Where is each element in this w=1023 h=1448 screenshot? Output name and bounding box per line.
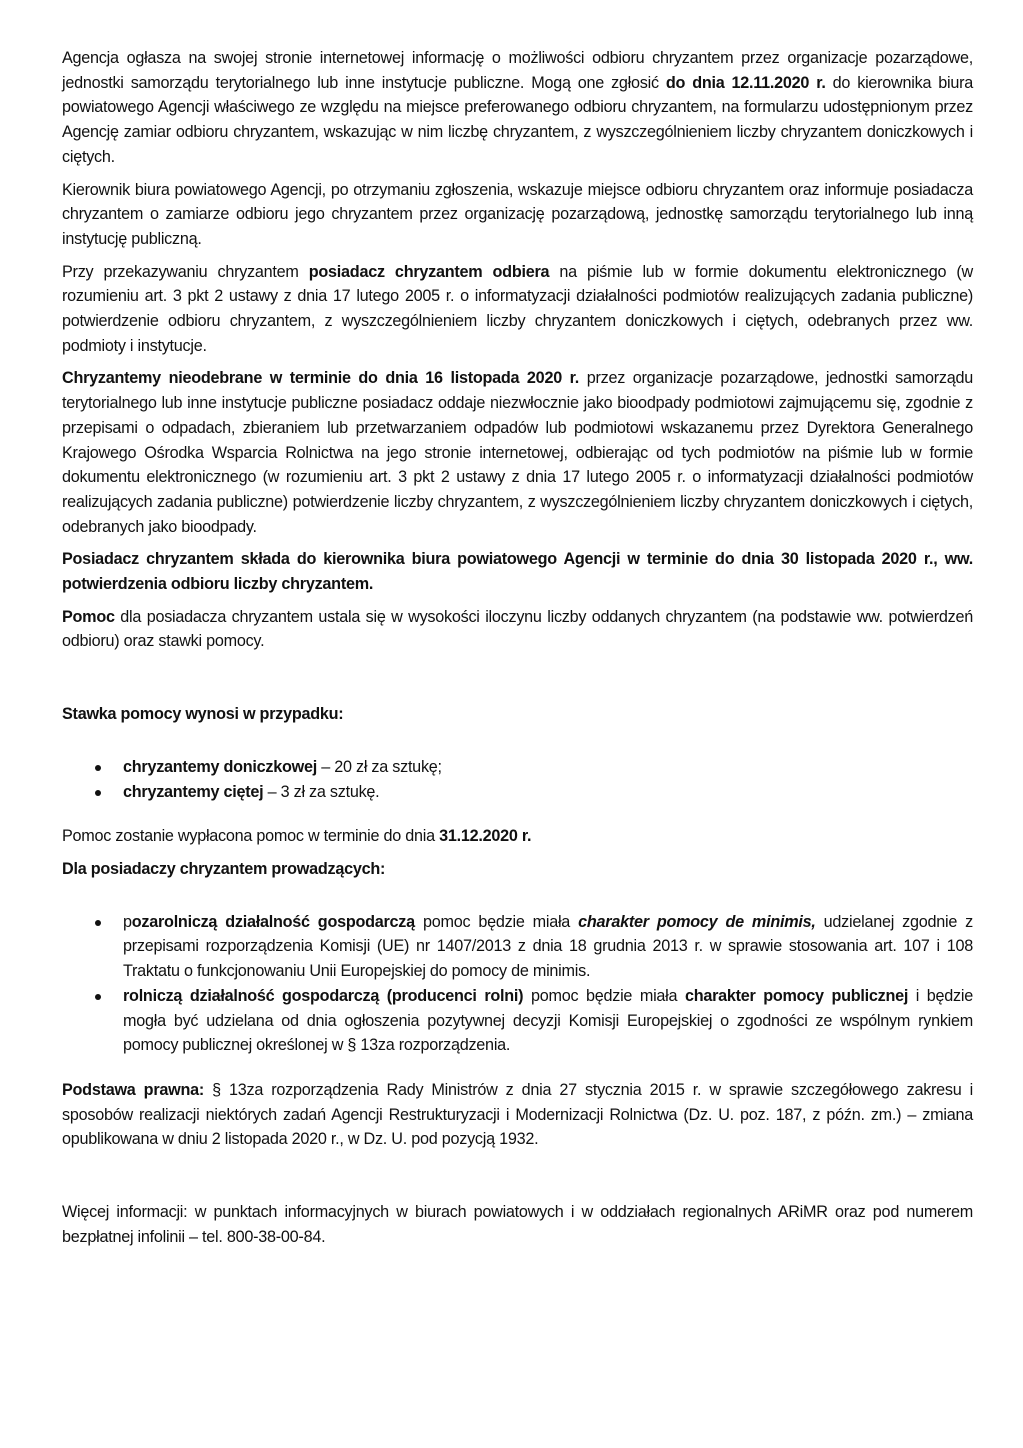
rates-list [62,755,973,804]
text: Przy przekazywaniu chryzantem [62,262,309,281]
payment-date: 31.12.2020 r. [439,827,532,846]
owner-item-non-agricultural [62,910,973,984]
owners-list [62,910,973,1058]
deadline-date: do dnia 12.11.2020 r. [665,73,826,92]
paragraph-handover [62,260,973,359]
legal-label: Podstawa prawna: [62,1080,204,1099]
emphasis-italic: charakter pomocy de minimis, [578,912,816,931]
emphasis: rolniczą działalność gospodarczą (producenci rolni) [123,986,524,1005]
paragraph-legal-basis [62,1078,973,1152]
rate-label: chryzantemy doniczkowej [123,757,317,776]
paragraph-office-manager: Kierownik biura powiatowego Agencji, po otrzymaniu zgłoszenia, wskazuje miejsce odbioru chryzantem oraz informuje posiadacza chryzantem o zamiarze odbioru jego chryzantem przez organizację pozarządową, jednostkę samorządu terytorialnego lub inną instytucję publiczną. [62,180,973,248]
rate-label: chryzantemy ciętej [123,782,264,801]
spacer [62,662,973,702]
paragraph-submission [62,547,973,596]
text: Agencja ogłasza na swojej stronie internetowej informację o możliwości odbioru chryzantem przez organizacje pozarządowe, jednostki samorządu terytorialnego lub inne instytucje publiczne. Mogą one zgłosić [62,49,973,92]
spacer [62,890,973,910]
submission-deadline: Posiadacz chryzantem składa do kierownika biura powiatowego Agencji w terminie do dnia 30 listopada 2020 r., ww. potwierdzenia odbioru liczby chryzantem. [62,550,973,594]
owners-heading [62,857,973,882]
rate-value: – 3 zł za sztukę. [263,782,380,801]
bullet-icon [95,920,101,926]
rate-item-cut [62,780,973,805]
heading: Dla posiadaczy chryzantem prowadzących: [62,859,386,878]
paragraph-uncollected [62,366,973,539]
spacer [62,1160,973,1200]
paragraph-announcement [62,46,973,170]
text: udzielanej zgodnie z przepisami rozporządzenia Komisji (UE) nr 1407/2013 z dnia 18 grudnia 2013 r. w sprawie stosowania art. 107 i 108 Traktatu o funkcjonowaniu Unii Europejskiej do pomocy de minimis. [123,912,973,981]
rates-heading [62,702,973,727]
text: pomoc będzie miała [523,986,685,1005]
paragraph-aid-calculation [62,605,973,654]
text: i będzie mogła być udzielana od dnia ogłoszenia pozytywnej decyzji Komisji Europejskiej o zgodności ze wspólnym rynkiem pomocy publicznej określonej w § 13za rozporządzenia. [123,986,974,1055]
text: Pomoc zostanie wypłacona pomoc w terminie do dnia [62,827,440,846]
text: § 13za rozporządzenia Rady Ministrów z dnia 27 stycznia 2015 r. w sprawie szczegółowego zakresu i sposobów realizacji niektórych zadań Agencji Restrukturyzacji i Modernizacji Rolnictwa (Dz. U. poz. 187, z późn. zm.) – zmiana opublikowana w dniu 2 listopada 2020 r., w Dz. U. pod pozycją 1932. [62,1080,973,1149]
document-page [62,46,973,1257]
text: na piśmie lub w formie dokumentu elektronicznego (w rozumieniu art. 3 pkt 2 ustawy z dnia 17 lutego 2005 r. o informatyzacji działalności podmiotów realizujących zadania publiczne) potwierdzenie odbioru chryzantem, z wyszczególnieniem liczby chryzantem doniczkowych i ciętych, odebranych przez ww. podmioty i instytucje. [62,262,973,355]
rate-item-potted [62,755,973,780]
owner-item-agricultural [62,984,973,1058]
text: p [123,912,132,931]
rate-value: – 20 zł za sztukę; [316,757,442,776]
spacer [62,804,973,824]
text: przez organizacje pozarządowe, jednostki samorządu terytorialnego lub inne instytucje publiczne posiadacz oddaje niezwłocznie jako bioodpady podmiotowi zajmującemu się, zgodnie z przepisami o odpadach, zbieraniem lub przetwarzaniem odpadów lub podmiotowi wskazanemu przez Dyrektora Generalnego Krajowego Ośrodka Wsparcia Rolnictwa na jego stronie internetowej, odbierając od tych podmiotów na piśmie lub w formie dokumentu elektronicznego (w rozumieniu art. 3 pkt 2 ustawy z dnia 17 lutego 2005 r. o informatyzacji działalności podmiotów realizujących zadania publiczne) potwierdzenie liczby chryzantem, z wyszczególnieniem liczby chryzantem doniczkowych i ciętych, odebranych jako bioodpady. [62,369,973,536]
text: dla posiadacza chryzantem ustala się w wysokości iloczynu liczby oddanych chryzantem (na podstawie ww. potwierdzeń odbioru) oraz stawki pomocy. [62,607,973,651]
text: pomoc będzie miała [414,912,579,931]
emphasis: charakter pomocy publicznej [684,986,909,1005]
paragraph-more-info: Więcej informacji: w punktach informacyjnych w biurach powiatowych i w oddziałach regionalnych ARiMR oraz pod numerem bezpłatnej infolinii – tel. 800-38-00-84. [62,1203,973,1246]
spacer [62,1058,973,1078]
bullet-icon [95,790,101,796]
emphasis: ozarolniczą działalność gospodarczą [131,912,415,931]
spacer [62,735,973,755]
bullet-icon [95,994,101,1000]
paragraph-payment [62,824,973,849]
bullet-icon [95,765,101,771]
emphasis: posiadacz chryzantem odbiera [308,262,550,281]
text: do kierownika biura powiatowego Agencji właściwego ze względu na miejsce preferowanego odbioru chryzantem, na formularzu udostępnionym przez Agencję zamiar odbioru chryzantem, wskazując w nim liczbę chryzantem, z wyszczególnieniem liczby chryzantem doniczkowych i ciętych. [62,73,973,166]
heading: Stawka pomocy wynosi w przypadku: [62,705,344,724]
uncollected-deadline: Chryzantemy nieodebrane w terminie do dnia 16 listopada 2020 r. [62,369,580,388]
emphasis: Pomoc [62,607,115,626]
